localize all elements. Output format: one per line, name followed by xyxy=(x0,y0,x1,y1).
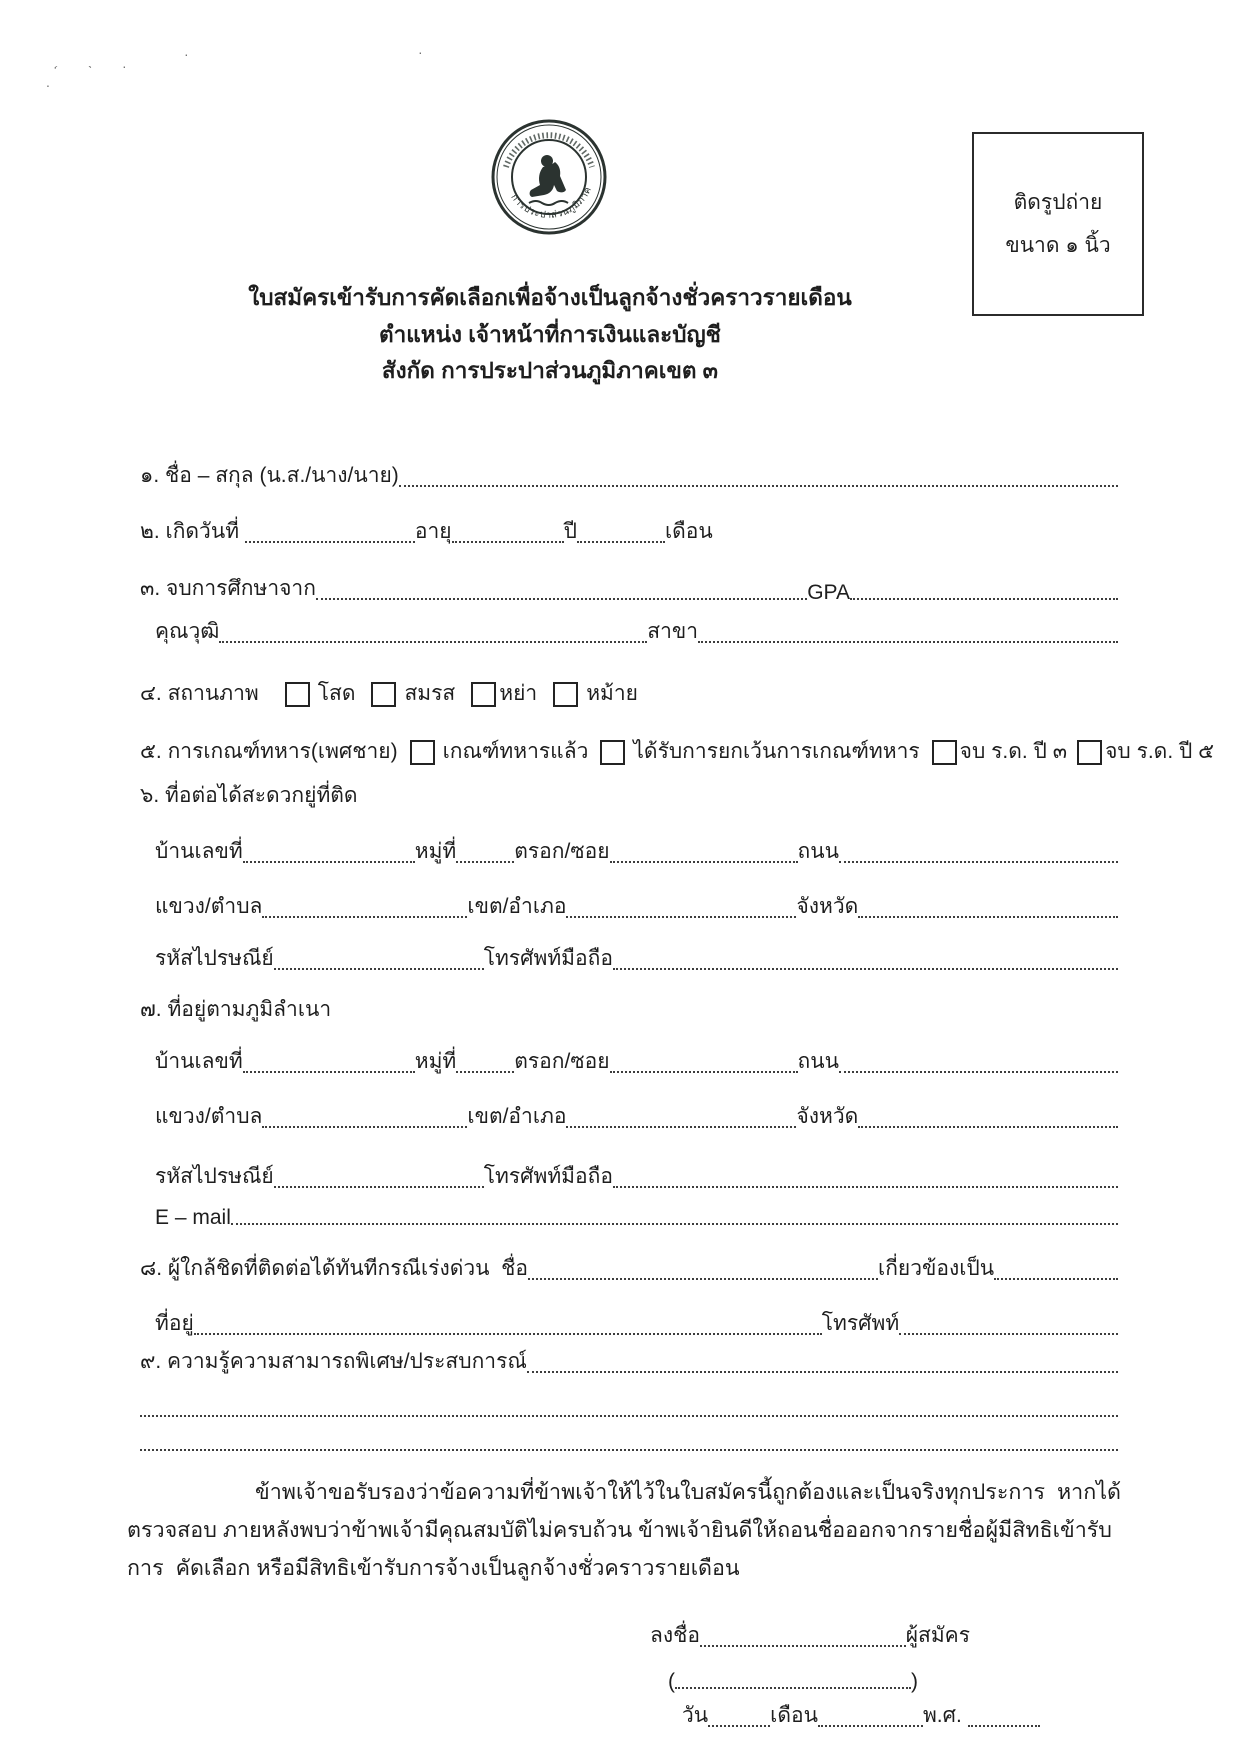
field-label: ปี xyxy=(563,520,577,543)
field-label: ตรอก/ซอย xyxy=(514,840,610,863)
field-emergency-contact xyxy=(140,1253,1118,1285)
field-label: เขต/อำเภอ xyxy=(467,1105,567,1128)
field-label: ถนน xyxy=(797,1050,839,1073)
emergency-contact-address xyxy=(155,1308,1118,1340)
checkbox-divorced xyxy=(471,682,496,707)
fill-blank-province xyxy=(858,916,1118,918)
fill-blank-years xyxy=(577,541,665,543)
declaration-line1: ข้าพเจ้าขอรับรองว่าข้อความที่ข้าพเจ้าให้ไว้ในใบสมัครนี้ถูกต้องและเป็นจริงทุกประการ หากได้ xyxy=(255,1480,1122,1504)
field-label: ๕. การเกณฑ์ทหาร(เพศชาย) xyxy=(140,740,398,763)
field-label: โทรศัพท์มือถือ xyxy=(483,1165,613,1188)
field-label: หมู่ที่ xyxy=(414,840,457,863)
field-label: ที่อยู่ xyxy=(155,1312,194,1335)
option-label-single: โสด xyxy=(317,682,356,705)
field-label: คุณวุฒิ xyxy=(155,620,220,643)
fill-blank-contact-tel xyxy=(899,1333,1118,1335)
field-label: บ้านเลขที่ xyxy=(155,1050,243,1073)
fill-blank-postcode xyxy=(274,1186,484,1188)
field-marital-status xyxy=(140,678,1118,710)
fill-blank-subdistrict xyxy=(262,1126,467,1128)
fill-blank-province xyxy=(858,1126,1118,1128)
month-label: เดือน xyxy=(770,1704,818,1727)
field-label: GPA xyxy=(807,581,850,604)
fill-blank-skills xyxy=(527,1371,1118,1373)
photo-box-line1: ติดรูปถ่าย xyxy=(1013,191,1103,214)
scan-speck: ʻ xyxy=(47,62,60,78)
fill-blank-soi xyxy=(610,861,798,863)
checkbox-single xyxy=(285,682,310,707)
checkbox-rotc-year3 xyxy=(932,740,957,765)
field-label: ๒. เกิดวันที่ xyxy=(140,520,245,543)
field-label: ๔. สถานภาพ xyxy=(140,682,259,705)
fill-blank-contact-address xyxy=(194,1333,822,1335)
fill-blank-moo xyxy=(456,861,514,863)
seal-bottom-text: การประปาส่วนภูมิภาค xyxy=(508,185,595,221)
fill-blank-email xyxy=(231,1223,1118,1225)
option-label-exempted: ได้รับการยกเว้นการเกณฑ์ทหาร xyxy=(633,740,920,763)
checkbox-married xyxy=(371,682,396,707)
applicant-label: ผู้สมัคร xyxy=(905,1624,970,1647)
signature-label: ลงชื่อ xyxy=(650,1624,700,1647)
fill-blank-birthdate xyxy=(245,541,415,543)
fill-blank-school xyxy=(316,598,807,600)
fill-blank-district xyxy=(566,916,796,918)
field-label: หมู่ที่ xyxy=(414,1050,457,1073)
field-label: อายุ xyxy=(414,520,452,543)
fill-blank-soi xyxy=(610,1071,798,1073)
form-department: สังกัด การประปาส่วนภูมิภาคเขต ๓ xyxy=(381,358,719,383)
fill-blank-age xyxy=(452,541,564,543)
paren-open: ( xyxy=(668,1670,675,1693)
scan-speck: · xyxy=(122,58,127,74)
day-label: วัน xyxy=(682,1704,709,1727)
fill-blank-qualification xyxy=(219,641,647,643)
field-label: E – mail xyxy=(155,1206,231,1229)
field-special-skills xyxy=(140,1346,1118,1378)
fill-blank-mobile xyxy=(613,1186,1118,1188)
fill-blank-skills-extra xyxy=(140,1415,1118,1417)
fill-blank-full-name xyxy=(675,1687,911,1689)
fill-blank-year xyxy=(968,1725,1040,1727)
signature-line xyxy=(650,1620,970,1652)
option-label-served: เกณฑ์ทหารแล้ว xyxy=(442,740,589,763)
signature-date-line xyxy=(682,1700,1040,1732)
option-label-rotc-year5: จบ ร.ด. ปี ๕ xyxy=(1105,740,1215,763)
photo-box-line2: ขนาด ๑ นิ้ว xyxy=(1005,234,1111,257)
fill-blank-major xyxy=(698,641,1118,643)
fill-blank-gpa xyxy=(850,598,1118,600)
fill-blank-house-no xyxy=(243,861,415,863)
field-label: โทรศัพท์มือถือ xyxy=(483,947,613,970)
field-education xyxy=(140,573,1118,605)
section-contact-address xyxy=(140,780,1118,812)
field-label: ๓. จบการศึกษาจาก xyxy=(140,577,316,600)
fill-blank-road xyxy=(839,861,1118,863)
fill-blank-house-no xyxy=(243,1071,415,1073)
field-label: จังหวัด xyxy=(796,1105,859,1128)
field-military-service xyxy=(140,736,1215,768)
section-home-address xyxy=(140,994,1118,1026)
fill-blank-name xyxy=(399,485,1118,487)
field-label: เกี่ยวข้องเป็น xyxy=(878,1257,995,1280)
signature-name-parens xyxy=(668,1662,918,1694)
form-position: ตำแหน่ง เจ้าหน้าที่การเงินและบัญชี xyxy=(379,322,721,347)
field-qualification xyxy=(155,616,1118,648)
field-label: จังหวัด xyxy=(796,895,859,918)
checkbox-rotc-year5 xyxy=(1077,740,1102,765)
field-label: ๑. ชื่อ – สกุล (น.ส./นาง/นาย) xyxy=(140,464,399,487)
field-label: ถนน xyxy=(797,840,839,863)
field-label: เดือน xyxy=(664,520,713,543)
checkbox-served xyxy=(410,740,435,765)
home-address-line1 xyxy=(155,1046,1118,1078)
scan-speck: · xyxy=(184,46,189,62)
fill-blank-moo xyxy=(456,1071,514,1073)
option-label-married: สมรส xyxy=(404,682,456,705)
scan-speck: . xyxy=(46,74,50,90)
fill-blank-day xyxy=(708,1725,770,1727)
fill-blank-signature xyxy=(700,1645,906,1647)
option-label-widowed: หม้าย xyxy=(586,682,638,705)
contact-address-line1 xyxy=(155,836,1118,868)
option-label-rotc-year3: จบ ร.ด. ปี ๓ xyxy=(959,740,1068,763)
field-name-surname xyxy=(140,460,1118,492)
contact-address-line2 xyxy=(155,891,1118,923)
fill-blank-contact-name xyxy=(528,1278,878,1280)
fill-blank-postcode xyxy=(274,968,484,970)
fill-blank-month xyxy=(818,1725,923,1727)
home-address-line3 xyxy=(155,1161,1118,1193)
field-label: สาขา xyxy=(647,620,699,643)
skills-extra-line1 xyxy=(140,1390,1118,1422)
field-label: รหัสไปรษณีย์ xyxy=(155,947,274,970)
fill-blank-skills-extra xyxy=(140,1449,1118,1451)
field-label: รหัสไปรษณีย์ xyxy=(155,1165,274,1188)
option-label-divorced: หย่า xyxy=(499,682,538,705)
fill-blank-subdistrict xyxy=(262,916,467,918)
field-label: แขวง/ตำบล xyxy=(155,1105,263,1128)
fill-blank-district xyxy=(566,1126,796,1128)
home-address-line2 xyxy=(155,1101,1118,1133)
section-label: ๖. ที่อต่อได้สะดวกยู่ที่ติด xyxy=(140,784,358,807)
paren-close: ) xyxy=(911,1670,918,1693)
skills-extra-line2 xyxy=(140,1424,1118,1456)
field-label: ๘. ผู้ใกล้ชิดที่ติดต่อได้ทันทีกรณีเร่งด่วน ชื่อ xyxy=(140,1257,529,1280)
declaration-line2: ตรวจสอบ ภายหลังพบว่าข้าพเจ้ามีคุณสมบัติไม่ครบถ้วน ข้าพเจ้ายินดีให้ถอนชื่อออกจากรายชื่อผู้มีสิทธิเข้ารับ xyxy=(127,1518,1112,1542)
field-birthdate xyxy=(140,516,1118,548)
fill-blank-mobile xyxy=(613,968,1118,970)
field-label: บ้านเลขที่ xyxy=(155,840,243,863)
field-label: โทรศัพท์ xyxy=(821,1312,900,1335)
field-email xyxy=(155,1198,1118,1230)
scan-speck: ˎ xyxy=(88,52,93,68)
contact-address-line3 xyxy=(155,943,1118,975)
field-label: แขวง/ตำบล xyxy=(155,895,263,918)
field-label: เขต/อำเภอ xyxy=(467,895,567,918)
checkbox-exempted xyxy=(600,740,625,765)
field-label: ๙. ความรู้ความสามารถพิเศษ/ประสบการณ์ xyxy=(140,1350,527,1373)
era-label: พ.ศ. xyxy=(922,1704,968,1727)
fill-blank-relation xyxy=(994,1278,1118,1280)
fill-blank-road xyxy=(839,1071,1118,1073)
declaration-line3: การ คัดเลือก หรือมีสิทธิเข้ารับการจ้างเป็นลูกจ้างชั่วคราวรายเดือน xyxy=(127,1556,740,1580)
section-label: ๗. ที่อยู่ตามภูมิลำเนา xyxy=(140,998,332,1021)
pwa-seal-logo xyxy=(483,115,615,247)
checkbox-widowed xyxy=(553,682,578,707)
seal-figure xyxy=(529,155,568,205)
form-title: ใบสมัครเข้ารับการคัดเลือกเพื่อจ้างเป็นลูกจ้างชั่วคราวรายเดือน xyxy=(248,285,852,310)
scan-speck: · xyxy=(418,44,423,60)
field-label: ตรอก/ซอย xyxy=(514,1050,610,1073)
